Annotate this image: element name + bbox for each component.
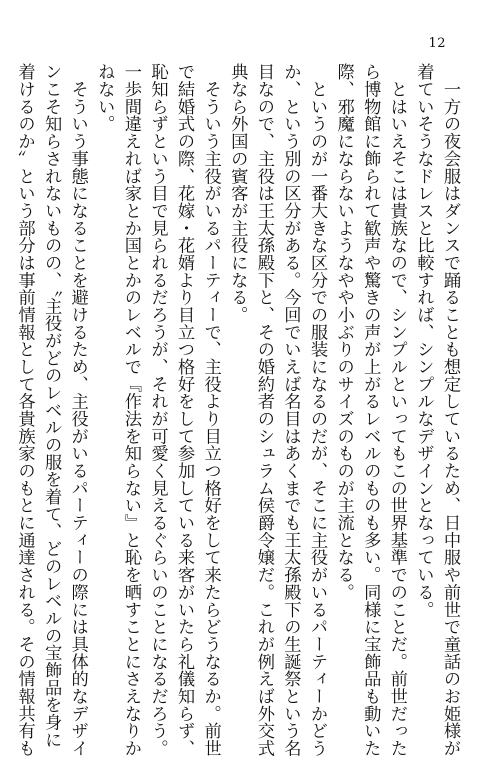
text-line: 目なので、主役は王太孫殿下と、その婚約者のシュラム侯爵令嬢だ。これが例えば外交式 <box>253 63 274 757</box>
vertical-text-block <box>14 63 463 757</box>
text-line: ら博物館に飾られて歓声や驚きの声が上がるレベルのものも多い。同様に宝飾品も動いた <box>360 63 381 757</box>
text-line: か、という別の区分がある。今回でいえば名目はあくまでも王太孫殿下の生誕祭という名 <box>280 63 301 757</box>
text-line: 際、邪魔にならないようなやや小ぶりのサイズのものが主流となる。 <box>333 63 354 601</box>
text-line: とはいえそこは貴族なので、シンプルといってもこの世界基準でのことだ。前世だった <box>386 63 407 757</box>
text-line: 典なら外国の賓客が主役になる。 <box>227 63 248 324</box>
text-line: ねない。 <box>94 63 115 133</box>
text-line: 恥知らずという目で見られるだろうが、それが可愛く見えるぐらいのことになるだろう。 <box>147 63 168 757</box>
text-line: 着ていそうなドレスと比較すれば、シンプルなデザインとなっている。 <box>413 63 434 618</box>
text-line: 着けるのか〟という部分は事前情報として各貴族家のもとに通達される。その情報共有も <box>14 63 35 757</box>
text-line: 一歩間違えれば家とか国とかのレベルで『作法を知らない』と恥を晒すことにさえなりか <box>120 63 141 757</box>
page-number: 12 <box>428 36 446 51</box>
text-line: 一方の夜会服はダンスで踊ることも想定しているため、日中服や前世で童話のお姫様が <box>440 63 460 757</box>
text-line: ンこそ知らされないものの、〝主役がどのレベルの服を着て、どのレベルの宝飾品を身に <box>41 63 62 748</box>
text-line: というのが一番大きな区分での服装になるのだが、そこに主役がいるパーティーかどう <box>307 63 328 757</box>
text-line: そういう事態になることを避けるため、主役がいるパーティーの際には具体的なデザイ <box>67 63 88 757</box>
text-line: そういう主役がいるパーティーで、主役より目立つ格好をして来たらどうなるか。前世 <box>200 63 221 757</box>
text-line: で結婚式の際、花嫁・花婿より目立つ格好をして参加している来客がいたら礼儀知らず、 <box>174 63 195 757</box>
